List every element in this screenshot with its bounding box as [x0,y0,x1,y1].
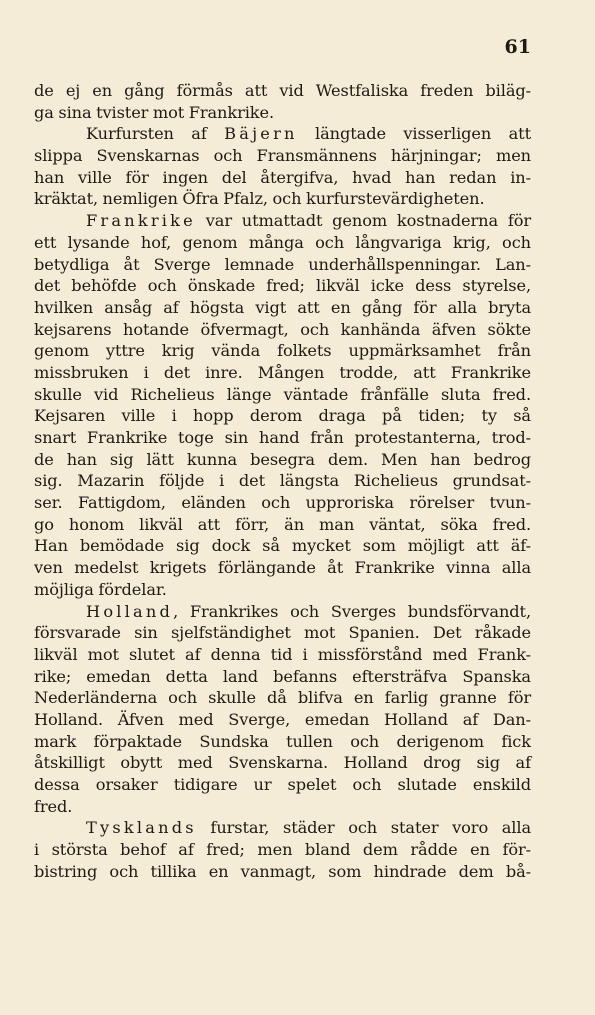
text-line [34,752,531,774]
line-text: skulle vid Richelieus länge väntade frånfälle sluta fred. [34,384,531,404]
line-text: möjliga fördelar. [34,579,167,599]
text-line [34,731,531,753]
text-line [34,687,531,709]
text-line [34,362,531,384]
text-line [34,275,531,297]
line-text: kräktat, nemligen Öfra Pfalz, och kurfurstevärdigheten. [34,189,485,209]
text-line [34,427,531,449]
line-text: Han bemödade sig dock så mycket som möjligt att äf- [34,536,531,556]
line-text: snart Frankrike toge sin hand från protestanterna, trod- [34,428,531,447]
line-text: mark förpaktade Sundska tullen och derigenom fick [34,731,531,751]
body-text [34,80,531,882]
text-line [34,839,531,861]
line-text: ett lysande hof, genom många och långvariga krig, och [34,232,531,252]
text-line [34,492,531,514]
line-text: åtskilligt obytt med Svenskarna. Holland drog sig af [34,753,531,773]
text-line [34,796,531,818]
line-text: Nederländerna och skulle då blifva en farlig granne för [34,688,531,708]
line-text: kejsarens hotande öfvermagt, och kanhända äfven sökte [34,319,531,339]
text-line [34,405,531,427]
text-line [34,449,531,471]
line-text: go honom likväl att förr, än man väntat, söka fred. [34,514,531,534]
spaced-heading-word: Tysklands [86,818,197,838]
text-line [34,601,531,623]
line-text: sig. Mazarin följde i det längsta Richelieus grundsat- [34,471,531,491]
line-text: rike; emedan detta land befanns eftersträfva Spanska [34,666,531,686]
line-text: Kejsaren ville i hopp derom draga på tiden; ty så [34,406,531,426]
line-text: missbruken i det inre. Mången trodde, att Frankrike [34,362,531,382]
line-text: slippa Svenskarnas och Fransmännens härjningar; men [34,146,531,166]
text-line [34,579,531,601]
line-text: de han sig lätt kunna besegra dem. Men han bedrog [34,449,531,469]
text-line [34,470,531,492]
line-text: fred. [34,796,73,816]
text-line [34,297,531,319]
line-text-lead: Kurfursten af [86,124,225,144]
text-line [34,80,531,102]
line-text: genom yttre krig vända folkets uppmärksamhet från [34,341,531,361]
line-text: hvilken ansåg af högsta vigt att en gång för alla bryta [34,297,531,317]
line-text: var utmattadt genom kostnaderna för [195,211,531,231]
line-text: dessa orsaker tidigare ur spelet och slutade enskild [34,775,531,794]
text-line [34,774,531,796]
line-text: det behöfde och önskade fred; likväl icke dess styrelse, [34,276,531,296]
spaced-heading-word: Bäjern [224,124,298,144]
text-line [34,622,531,644]
page-number: 61 [504,36,531,58]
text-line [34,210,531,232]
text-line [34,188,531,210]
text-line [34,666,531,688]
line-text: försvarade sin sjelfständighet mot Spanien. Det råkade [34,623,531,643]
line-text: Holland. Äfven med Sverge, emedan Holland af Dan- [34,709,531,729]
line-text: ser. Fattigdom, eländen och upproriska rörelser tvun- [34,493,531,513]
text-line [34,319,531,341]
line-text: furstar, städer och stater voro alla [196,818,531,838]
line-text: , Frankrikes och Sverges bundsförvandt, [173,601,531,621]
line-text: betydliga åt Sverge lemnade underhållspenningar. Lan- [34,254,531,274]
spaced-heading-word: Frankrike [86,211,196,231]
text-line [34,535,531,557]
text-line [34,817,531,839]
line-text: likväl mot slutet af denna tid i missförstånd med Frank- [34,644,531,664]
line-text: han ville för ingen del återgifva, hvad han redan in- [34,167,531,187]
line-text: bistring och tillika en vanmagt, som hindrade dem bå- [34,861,531,881]
text-line [34,102,531,124]
text-line [34,232,531,254]
text-line [34,557,531,579]
line-text: ga sina tvister mot Frankrike. [34,102,275,122]
text-line [34,145,531,167]
text-line [34,514,531,536]
text-line [34,384,531,406]
line-text: i största behof af fred; men bland dem rådde en för- [34,840,531,860]
spaced-heading-word: Holland [86,601,174,621]
text-line [34,340,531,362]
text-line [34,254,531,276]
line-text: ven medelst krigets förlängande åt Frankrike vinna alla [34,558,531,578]
text-line [34,709,531,731]
text-line [34,861,531,883]
text-line [34,644,531,666]
line-text: de ej en gång förmås att vid Westfaliska freden biläg- [34,81,531,100]
text-line [34,123,531,145]
text-line [34,167,531,189]
line-text: längtade visserligen att [297,124,531,144]
